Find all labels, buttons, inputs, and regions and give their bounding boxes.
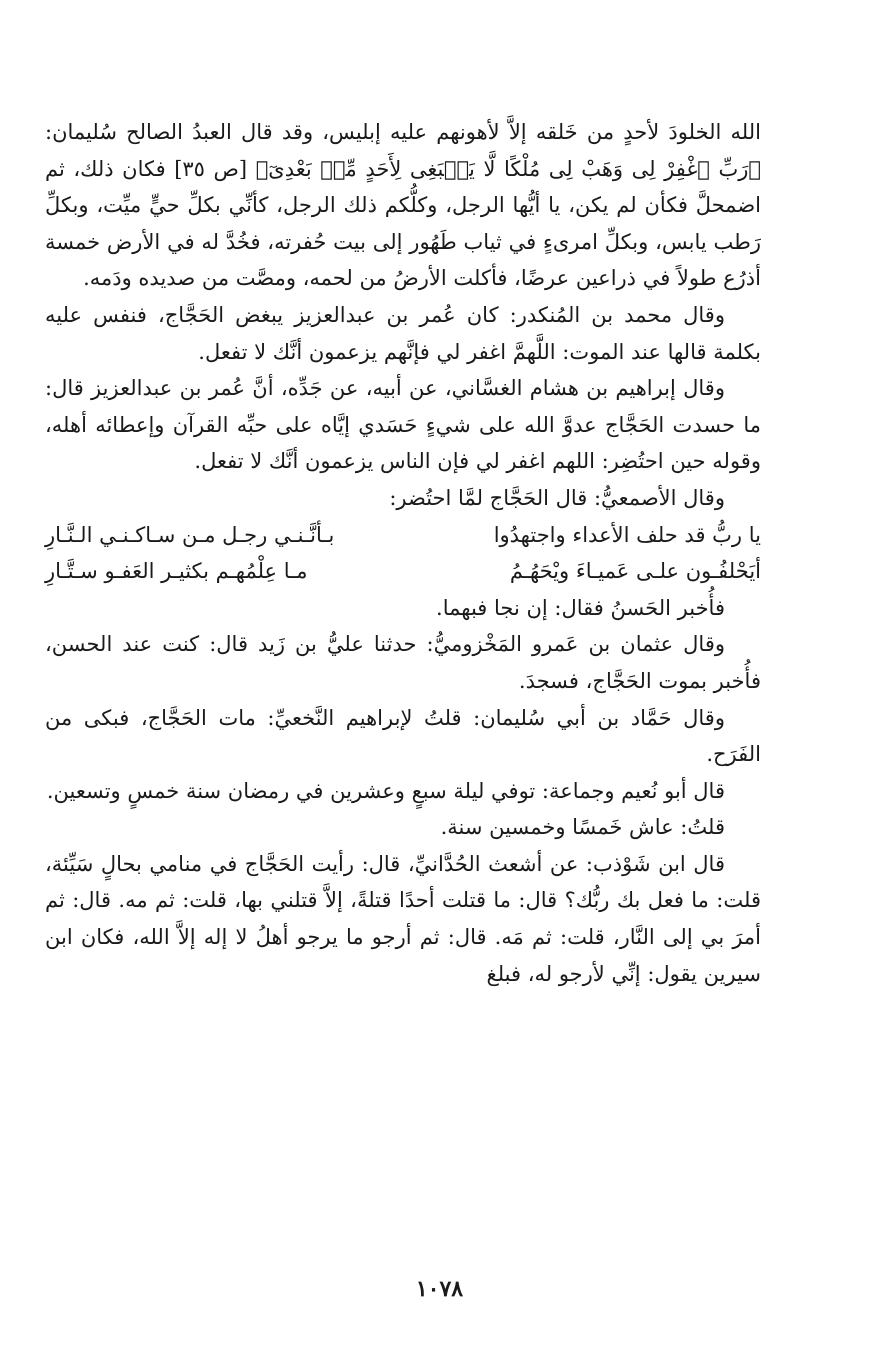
paragraph-3: وقال إبراهيم بن هشام الغسَّاني، عن أبيه، عن جَدِّه، أنَّ عُمر بن عبدالعزيز قال: ما حسدت الحَجَّاج عدوَّ الله على شيءٍ حَسَدي إيَّاه على حبِّه القرآن وإعطائه أهله، وقوله حين احتُضِر: اللهم اغفر لي فإن الناس يزعمون أنَّك لا تفعل. [45,376,761,474]
paragraph-1: الله الخلودَ لأحدٍ من خَلقه إلاَّ لأهونهم عليه إبليس، وقد قال العبدُ الصالح سُليمان: ﴿رَبِّ ٱغْفِرْ لِى وَهَبْ لِى مُلْكًا لَّا يَنۢبَغِى لِأَحَدٍ مِّنۢ بَعْدِىٓ﴾ [ص ٣٥] فكان ذلك، ثم اضمحلَّ فكأن لم يكن، يا أيُّها الرجل، وكلُّكم ذلك الرجل، كأنِّي بكلِّ حيٍّ ميِّت، وبكلِّ رَطب يابس، وبكلِّ امرىءٍ في ثياب طَهُور إلى بيت حُفرته، فخُدَّ له في الأرض خمسة أذرُع طولاً في ذراعين عرضًا، فأكلت الأرضُ من لحمه، ومصَّت من صديده ودَمه. [45,120,761,291]
paragraph-2: وقال محمد بن المُنكدر: كان عُمر بن عبدالعزيز يبغض الحَجَّاج، فنفس عليه بكلمة قالها عند الموت: اللَّهمَّ اغفر لي فإنَّهم يزعمون أنَّك لا تفعل. [45,302,761,364]
verse-2-second-hemistich: مـا عِلْمُهـم بكثيـر العَفـو سـتَّـارِ [45,559,308,584]
paragraph-10: قال ابن شَوْذب: عن أشعث الحُدَّانيِّ، قال: رأيت الحَجَّاج في منامي بحالٍ سَيِّئة، قلت: ما فعل بك ربُّك؟ قال: ما قتلت أحدًا قتلةً، إلاَّ قتلني بها، قلت: ثم مه. قال: ثم أمرَ بي إلى النَّار، قلت: ثم مَه. قال: ثم أرجو ما يرجو أهلُ لا إله إلاَّ الله، فكان ابن سيرين يقول: إنِّي لأرجو له، فبلغ [45,851,761,986]
verse-1-second-hemistich: بـأنَّـنـي رجـل مـن سـاكـنـي الـنَّـارِ [45,522,335,547]
paragraph-8: قال أبو نُعيم وجماعة: توفي ليلة سبعٍ وعشرين في رمضان سنة خمسٍ وتسعين. [46,778,725,803]
page-body [45,114,761,992]
poem-verse-1 [45,517,761,554]
paragraph-6: وقال عثمان بن عَمرو المَخْزوميُّ: حدثنا عليُّ بن زَيد قال: كنت عند الحسن، فأُخبر بموت الحَجَّاج، فسجدَ. [45,632,761,693]
paragraph-7: وقال حَمَّاد بن أبي سُليمان: قلتُ لإبراهيم النَّخعيِّ: مات الحَجَّاج، فبكى من الفَرَح. [45,705,761,767]
verse-1-first-hemistich: يا ربُّ قد حلف الأعداء واجتهدُوا [493,522,761,547]
poem-verse-2 [45,553,761,590]
paragraph-4: وقال الأصمعيُّ: قال الحَجَّاج لمَّا احتُضر: [389,485,725,510]
page-number: ١٠٧٨ [415,1276,464,1302]
paragraph-5: فأُخبر الحَسنُ فقال: إن نجا فبهما. [436,595,725,620]
paragraph-9: قلتُ: عاش خَمسًا وخمسين سنة. [440,815,725,840]
verse-2-first-hemistich: أيَحْلفُـون علـى عَميـاءَ ويْحَهُـمُ [509,559,761,584]
